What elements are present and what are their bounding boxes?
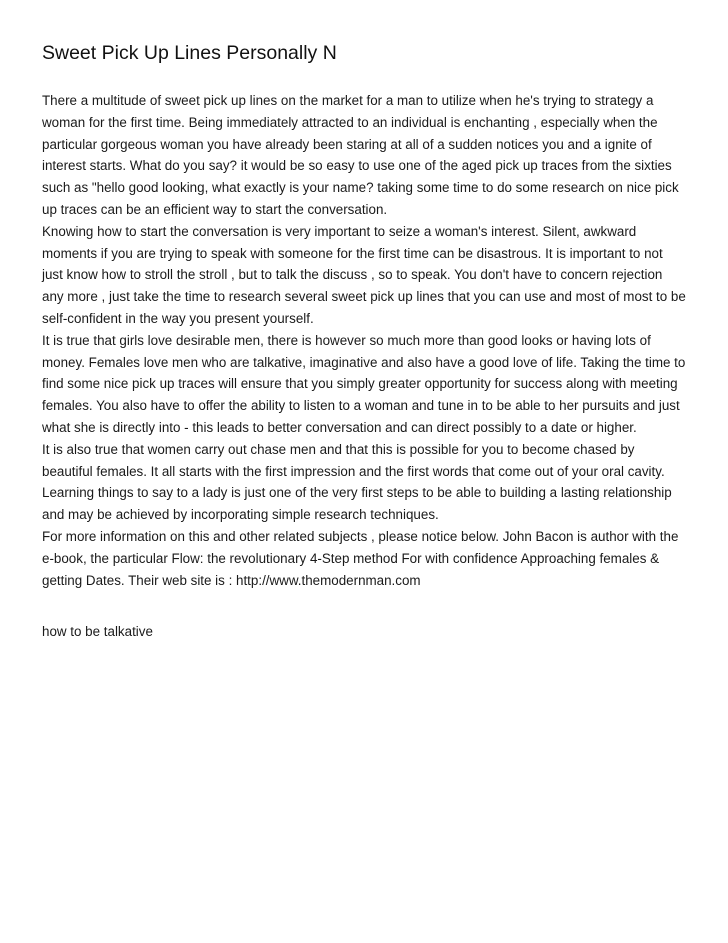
paragraph-1: There a multitude of sweet pick up lines on the market for a man to utilize when he's trying to strategy a woman for the first time. Being immediately attracted to an individual is enchanting , especially when the particular gorgeous woman you have already been staring at all of a sudden notices you and a ignite of interest starts. What do you say? it would be so easy to use one of the aged pick up traces from the sixties such as "hello good looking, what exactly is your name? taking some time to do some research on nice pick up traces can be an efficient way to start the conversation. (42, 93, 679, 217)
paragraph-4: It is also true that women carry out chase men and that this is possible for you to become chased by beautiful females. It all starts with the first impression and the first words that come out of your oral cavity. Learning things to say to a lady is just one of the very first steps to be able to building a lasting relationship and may be achieved by incorporating simple research techniques. (42, 441, 672, 523)
paragraph-2: Knowing how to start the conversation is very important to seize a woman's interest. Silent, awkward moments if you are trying to speak with someone for the first time can be disastrous. It is important to not just know how to stroll the stroll , but to talk the discuss , so to speak. You don't have to concern rejection any more , just take the time to research several sweet pick up lines that you can use and most of most to be self-confident in the way you present yourself. (42, 223, 686, 326)
document-body (42, 90, 686, 591)
document-title: Sweet Pick Up Lines Personally N (42, 42, 337, 64)
paragraph-3: It is true that girls love desirable men, there is however so much more than good looks or having lots of money. Females love men who are talkative, imaginative and also have a good love of life. Taking the time to find some nice pick up traces will ensure that you simply greater opportunity for success along with meeting females. You also have to offer the ability to listen to a woman and tune in to be able to her pursuits and just what she is directly into - this leads to better conversation and can direct possibly to a date or higher. (42, 332, 686, 435)
footer-keyword-text: how to be talkative (42, 624, 153, 639)
paragraph-5: For more information on this and other related subjects , please notice below. John Bacon is author with the e-book, the particular Flow: the revolutionary 4-Step method For with confidence Approaching females & getting Dates. Their web site is : http://www.themodernman.com (42, 528, 679, 588)
